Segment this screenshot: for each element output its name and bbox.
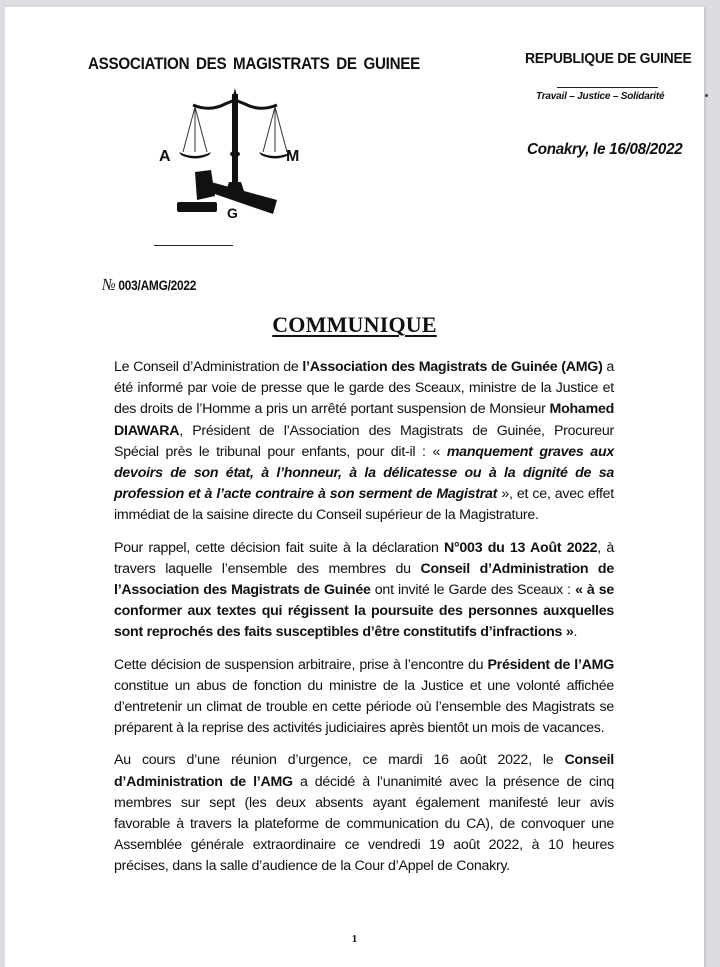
text-segment: Cette décision de suspension arbitraire, prise à l’encontre du [114, 656, 488, 673]
stray-mark [705, 94, 708, 97]
logo-letter-m: M [286, 148, 300, 165]
place-and-date: Conakry, le 16/08/2022 [527, 141, 683, 158]
page-number: 1 [351, 933, 358, 945]
organization-name: ASSOCIATION DES MAGISTRATS DE GUINEE [88, 55, 421, 73]
document-page [5, 7, 704, 967]
text-segment: . [573, 624, 578, 641]
text-segment: l’Association des Magistrats de Guinée (AMG) [302, 359, 603, 375]
text-segment: Pour rappel, cette décision fait suite à la déclaration [114, 539, 444, 556]
text-segment: a décidé à l’unanimité avec la présence de cinq membres sur sept (les deux absents ayant également manifesté leur avis favorable à travers la plateforme de communication du CA), de convoquer une Assemblée générale extraordinaire ce vendredi 19 août 2022, à 10 heures précises, dans la salle d’audience de la Cour d’Appel de Conakry. [114, 773, 614, 875]
document-body [114, 357, 614, 889]
text-segment: a été informé par voie de presse que le garde des Sceaux, ministre de la Justice et des droits de l’Homme a pris un arrêté portant suspension de Monsieur [114, 359, 615, 418]
numero-sign: № [102, 275, 116, 294]
scales-of-justice-and-gavel-icon [155, 82, 315, 222]
text-segment: Conseil d’Administration de l’AMG [114, 752, 614, 790]
text-segment: manquement graves aux devoirs de son état, à l’honneur, à la délicatesse ou à la dignité de sa profession et à l’acte contraire à son serment de Magistrat [114, 443, 614, 503]
national-motto: Travail – Justice – Solidarité [536, 91, 665, 102]
reference-number [102, 275, 196, 295]
paragraph [114, 750, 614, 877]
text-segment: Mohamed DIAWARA [114, 401, 614, 439]
text-segment: Au cours d’une réunion d’urgence, ce mardi 16 août 2022, le [114, 752, 565, 769]
paragraph [114, 655, 614, 740]
reference-value: 003/AMG/2022 [118, 277, 197, 293]
text-segment: , à travers laquelle l’ensemble des membres du [114, 539, 615, 577]
logo-letter-g: G [227, 205, 238, 221]
text-segment: ont invité le Garde des Sceaux : [370, 582, 576, 599]
republic-divider [557, 87, 658, 88]
text-segment: Le Conseil d’Administration de [114, 359, 303, 375]
logo-letter-a: A [159, 148, 171, 165]
text-segment: N°003 du 13 Août 2022 [444, 539, 598, 556]
republic-name: REPUBLIQUE DE GUINEE [525, 50, 692, 67]
text-segment: Président de l’AMG [487, 656, 615, 673]
document-title: COMMUNIQUE [272, 312, 437, 337]
text-segment: constitue un abus de fonction du ministre de la Justice et une volonté affichée d’entretenir un climat de trouble en cette période où l’ensemble des Magistrats se préparent à la reprise des activités judiciaires après bientôt un mois de vacances. [114, 677, 614, 737]
text-segment: », et ce, avec effet immédiat de la saisine directe du Conseil supérieur de la Magistrature. [114, 486, 615, 524]
text-segment: Conseil d’Administration de l’Association des Magistrats de Guinée [114, 560, 614, 599]
text-segment: « à se conformer aux textes qui régissent la poursuite des personnes auxquelles sont reprochés des faits susceptibles d’être constitutifs d’infractions » [114, 582, 614, 641]
logo-divider [154, 245, 233, 246]
paragraph [114, 538, 614, 644]
paragraph [114, 357, 614, 527]
text-segment: , Président de l’Association des Magistrats de Guinée, Procureur Spécial près le tribunal pour enfants, pour dit-il : « [114, 422, 614, 460]
